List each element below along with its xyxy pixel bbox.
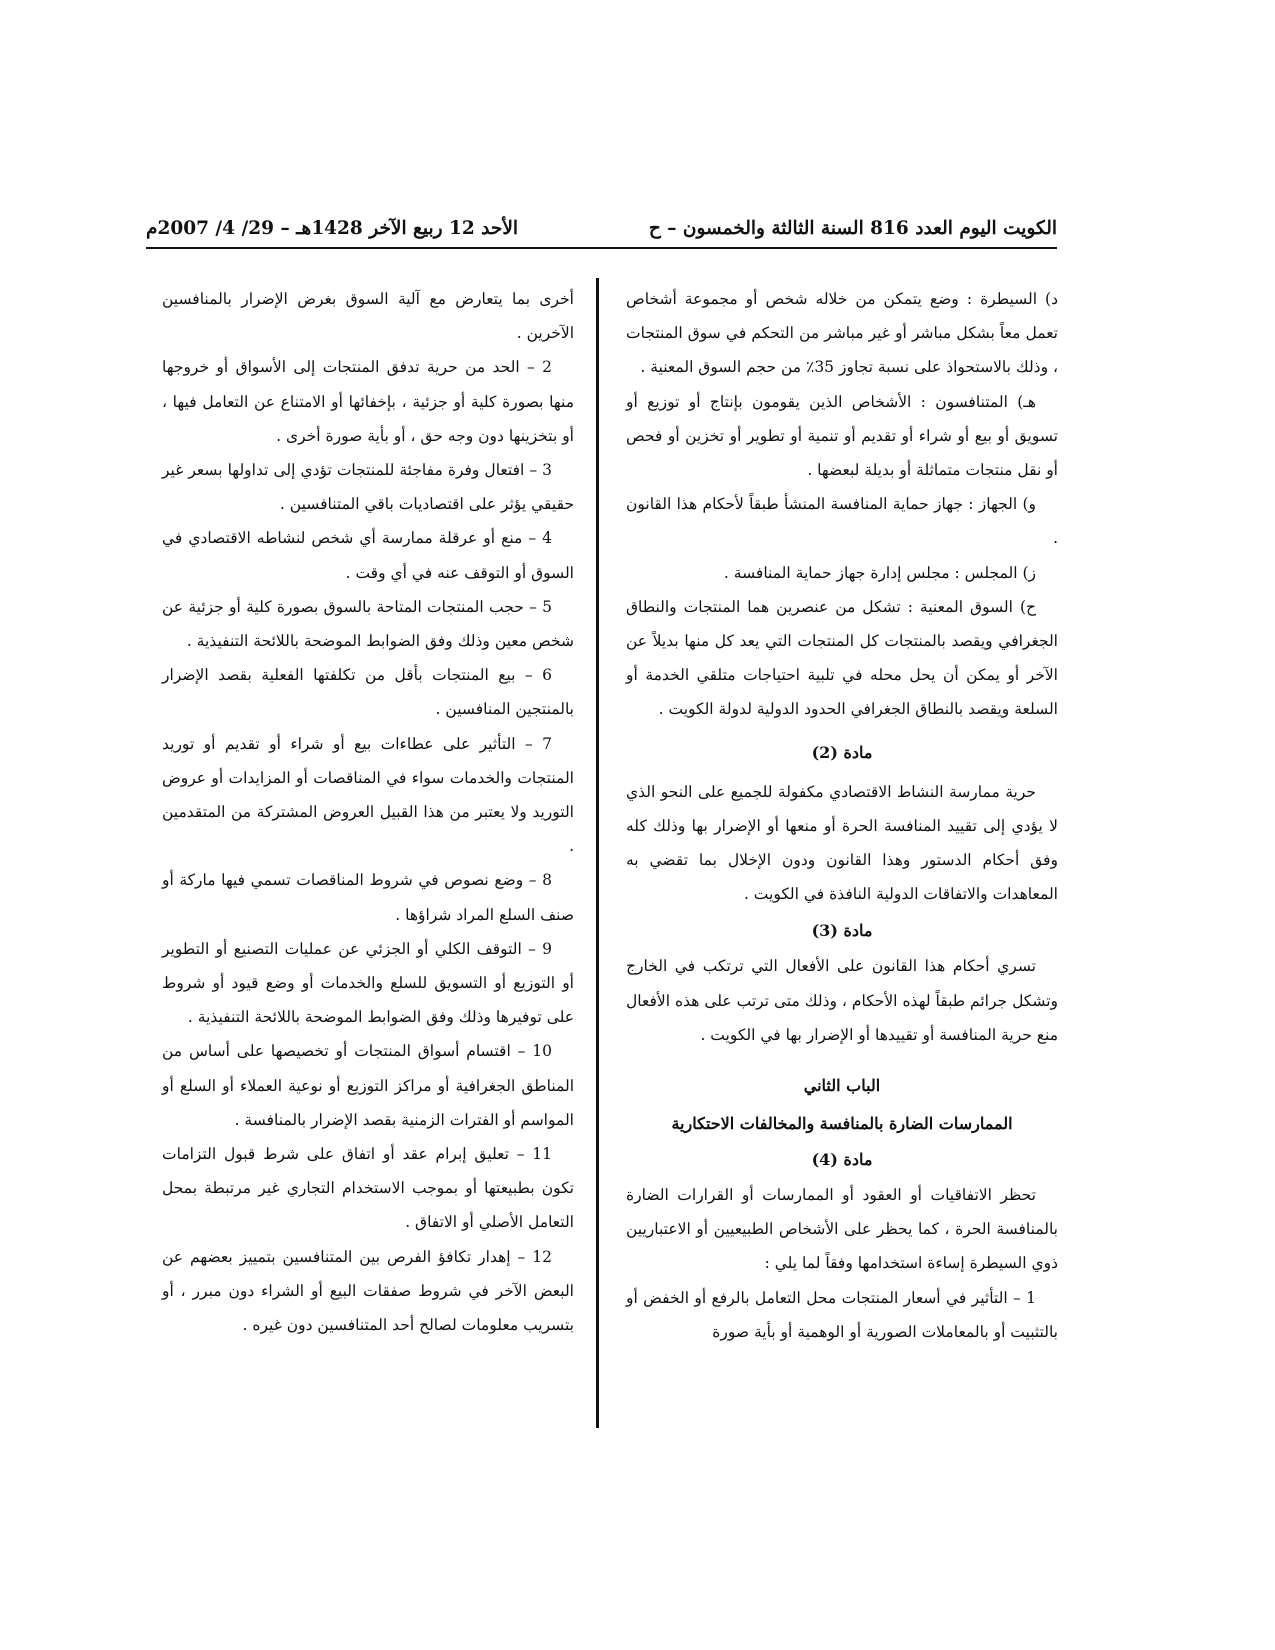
chapter-title: الباب الثاني xyxy=(803,1076,881,1096)
article-4-item-6: 6 – بيع المنتجات بأقل من تكلفتها الفعلية بقصد الإضرار بالمنتجين المنافسين . xyxy=(162,666,574,719)
definition-relevant-market: ح) السوق المعنية : تشكل من عنصرين هما المنتجات والنطاق الجغرافي ويقصد بالمنتجات كل المنتجات التي يعد كل منها بديلاً عن الآخر أو يمكن أن يحل محله في تلبية احتياجات متلقي الخدمة أو السلعة ويقصد بالنطاق الجغرافي الحدود الدولية لدولة الكويت . xyxy=(626,597,1058,719)
definition-agency: و) الجهاز : جهاز حماية المنافسة المنشأ طبقاً لأحكام هذا القانون . xyxy=(626,495,1058,548)
page-header xyxy=(146,218,1057,244)
article-4-item-2: 2 – الحد من حرية تدفق المنتجات إلى الأسواق أو خروجها منها بصورة كلية أو جزئية ، بإخفائها أو الامتناع عن التعامل فيها ، أو بتخزينها دون وجه حق ، أو بأية صورة أخرى . xyxy=(162,358,574,445)
article-4-item-1-end: أخرى بما يتعارض مع آلية السوق بغرض الإضرار بالمنافسين الآخرين . xyxy=(162,290,574,343)
chapter-subtitle: الممارسات الضارة بالمنافسة والمخالفات الاحتكارية xyxy=(671,1114,1013,1134)
definition-board: ز) المجلس : مجلس إدارة جهاز حماية المنافسة . xyxy=(723,563,1036,582)
article-4-item-12: 12 – إهدار تكافؤ الفرص بين المتنافسين بتمييز بعضهم عن البعض الآخر في شروط صفقات البيع أو الشراء دون مبرر ، أو بتسريب معلومات لصالح أحد المتنافسين دون غيره . xyxy=(162,1247,574,1335)
definition-competitors: هـ) المتنافسون : الأشخاص الذين يقومون بإنتاج أو توزيع أو تسويق أو بيع أو شراء أو تقديم أو تنمية أو تطوير أو تخزين أو فحص أو نقل منتجات متماثلة أو بديلة لبعضها . xyxy=(626,392,1058,480)
left-column xyxy=(162,282,574,1342)
article-3-title: مادة (3) xyxy=(811,921,873,941)
article-3-text: تسري أحكام هذا القانون على الأفعال التي ترتكب في الخارج وتشكل جرائم طبقاً لهذه الأحكام ، وذلك متى ترتب على هذه الأفعال منع حرية المنافسة أو تقييدها أو الإضرار بها في الكويت . xyxy=(626,957,1058,1044)
header-rule xyxy=(146,247,1057,249)
article-4-item-8: 8 – وضع نصوص في شروط المناقصات تسمي فيها ماركة أو صنف السلع المراد شراؤها . xyxy=(162,871,574,924)
article-4-item-1-start: 1 – التأثير في أسعار المنتجات محل التعامل بالرفع أو الخفض أو بالتثبيت أو بالمعاملات الصورية أو الوهمية أو بأية صورة xyxy=(626,1288,1058,1341)
article-4-item-10: 10 – اقتسام أسواق المنتجات أو تخصيصها على أساس من المناطق الجغرافية أو مراكز التوزيع أو نوعية العملاء أو السلع أو المواسم أو الفترات الزمنية بقصد الإضرار بالمنافسة . xyxy=(162,1042,574,1129)
article-4-intro: تحظر الاتفاقيات أو العقود أو الممارسات أو القرارات الضارة بالمنافسة الحرة ، كما يحظر على الأشخاص الطبيعيين أو الاعتباريين ذوي السيطرة إساءة استخدامها وفقاً لما يلي : xyxy=(626,1186,1058,1273)
article-4-item-11: 11 – تعليق إبرام عقد أو اتفاق على شرط قبول التزامات تكون بطبيعتها أو بموجب الاستخدام التجاري غير مرتبطة بمحل التعامل الأصلي أو الاتفاق . xyxy=(162,1145,574,1232)
issue-date: الأحد 12 ربيع الآخر 1428هـ – 29/ 4/ 2007م xyxy=(146,218,519,239)
article-4-item-4: 4 – منع أو عرقلة ممارسة أي شخص لنشاطه الاقتصادي في السوق أو التوقف عنه في أي وقت . xyxy=(162,529,574,582)
article-2-text: حرية ممارسة النشاط الاقتصادي مكفولة للجميع على النحو الذي لا يؤدي إلى تقييد المنافسة الحرة أو منعها أو الإضرار بها وذلك كله وفق أحكام الدستور وهذا القانون ودون الإخلال بما تقضي به المعاهدات والاتفاقات الدولية النافذة في الكويت . xyxy=(626,782,1058,904)
right-column xyxy=(626,282,1058,1349)
article-4-item-7: 7 – التأثير على عطاءات بيع أو شراء أو تقديم أو توريد المنتجات والخدمات سواء في المناقصات أو المزايدات أو عروض التوريد ولا يعتبر من هذا القبيل العروض المشتركة من المتقدمين . xyxy=(162,734,574,856)
article-4-item-3: 3 – افتعال وفرة مفاجئة للمنتجات تؤدي إلى تداولها بسعر غير حقيقي يؤثر على اقتصاديات باقي المتنافسين . xyxy=(162,461,574,514)
article-2-title: مادة (2) xyxy=(811,742,873,762)
gazette-issue-info: الكويت اليوم العدد 816 السنة الثالثة والخمسون – ح xyxy=(648,218,1057,239)
article-4-title: مادة (4) xyxy=(811,1150,873,1170)
article-4-item-9: 9 – التوقف الكلي أو الجزئي عن عمليات التصنيع أو التطوير أو التوزيع أو التسويق للسلع والخدمات أو وضع قيود أو شروط على توفيرها وذلك وفق الضوابط الموضحة باللائحة التنفيذية . xyxy=(162,939,574,1027)
article-4-item-5: 5 – حجب المنتجات المتاحة بالسوق بصورة كلية أو جزئية عن شخص معين وذلك وفق الضوابط الموضحة باللائحة التنفيذية . xyxy=(162,597,574,651)
column-divider xyxy=(596,278,599,1428)
definition-control: د) السيطرة : وضع يتمكن من خلاله شخص أو مجموعة أشخاص تعمل معاً بشكل مباشر أو غير مباشر من التحكم في سوق المنتجات ، وذلك بالاستحواذ على نسبة تجاوز 35٪ من حجم السوق المعنية . xyxy=(626,290,1058,377)
